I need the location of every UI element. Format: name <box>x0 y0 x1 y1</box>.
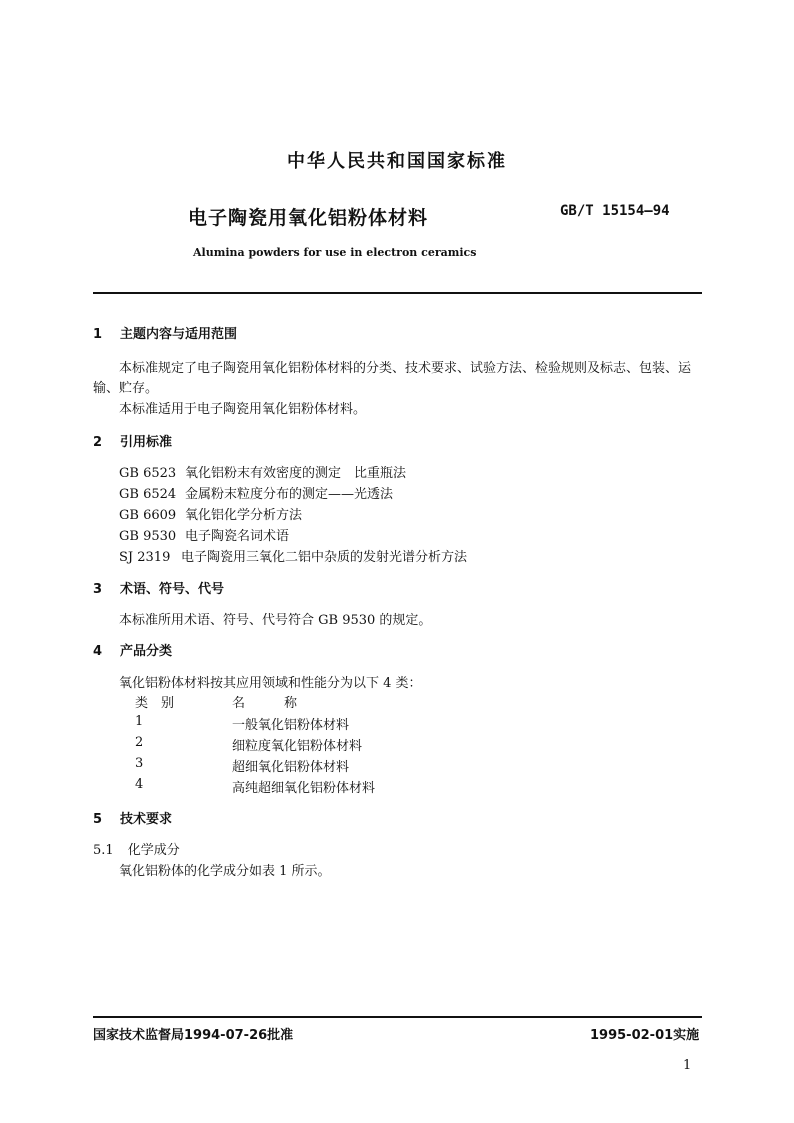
classification-row-category: 2 <box>135 735 144 750</box>
section-1-heading <box>93 323 237 342</box>
reference-name: 电子陶瓷名词术语 <box>185 529 290 544</box>
section-2-heading <box>93 431 172 450</box>
classification-header-category: 类 别 <box>135 696 175 711</box>
reference-item <box>119 546 467 565</box>
section-5-number: 5 <box>93 812 103 827</box>
classification-row-name: 一般氧化铝粉体材料 <box>232 718 350 733</box>
reference-code: GB 6609 <box>119 508 177 523</box>
section-5-1-title: 化学成分 <box>127 843 180 858</box>
section-5-1-paragraph: 氧化铝粉体的化学成分如表 1 所示。 <box>119 864 331 879</box>
classification-header-name: 名 称 <box>232 696 298 711</box>
section-4-intro: 氧化铝粉体材料按其应用领域和性能分为以下 4 类： <box>119 676 422 691</box>
reference-item <box>119 504 302 523</box>
reference-code: SJ 2319 <box>119 550 171 565</box>
section-5-heading <box>93 808 172 827</box>
reference-item <box>119 462 406 481</box>
classification-row-category: 4 <box>135 777 144 792</box>
section-2-number: 2 <box>93 435 103 450</box>
classification-row-category: 1 <box>135 714 144 729</box>
page-number: 1 <box>683 1058 692 1073</box>
reference-code: GB 9530 <box>119 529 177 544</box>
reference-item <box>119 525 289 544</box>
approval-date: 国家技术监督局1994-07-26批准 <box>93 1028 294 1043</box>
reference-name: 电子陶瓷用三氧化二铝中杂质的发射光谱分析方法 <box>181 550 468 565</box>
reference-name: 氧化铝化学分析方法 <box>185 508 303 523</box>
english-title: Alumina powders for use in electron ceramics <box>193 246 477 259</box>
section-1-paragraph-1-line-1: 本标准规定了电子陶瓷用氧化铝粉体材料的分类、技术要求、试验方法、检验规则及标志、包装、运 <box>119 361 692 376</box>
reference-name: 氧化铝粉末有效密度的测定 比重瓶法 <box>185 466 407 481</box>
classification-row-category: 3 <box>135 756 144 771</box>
section-4-heading <box>93 640 172 659</box>
section-3-title: 术语、符号、代号 <box>120 582 225 597</box>
section-4-number: 4 <box>93 644 103 659</box>
reference-item <box>119 483 393 502</box>
classification-row-name: 细粒度氧化铝粉体材料 <box>232 739 363 754</box>
section-3-number: 3 <box>93 582 103 597</box>
section-2-title: 引用标准 <box>120 435 173 450</box>
reference-code: GB 6523 <box>119 466 177 481</box>
section-5-1-number: 5.1 <box>93 843 114 858</box>
section-5-title: 技术要求 <box>120 812 173 827</box>
footer-rule <box>93 1016 702 1018</box>
reference-name: 金属粉末粒度分布的测定——光透法 <box>185 487 394 502</box>
section-5-1-heading <box>93 839 180 858</box>
section-3-paragraph: 本标准所用术语、符号、代号符合 GB 9530 的规定。 <box>119 613 432 628</box>
section-1-title: 主题内容与适用范围 <box>120 327 238 342</box>
standard-title: 电子陶瓷用氧化铝粉体材料 <box>188 207 429 229</box>
section-1-number: 1 <box>93 327 103 342</box>
national-standard-title: 中华人民共和国国家标准 <box>287 151 507 172</box>
reference-code: GB 6524 <box>119 487 177 502</box>
standard-number: GB/T 15154—94 <box>560 203 670 219</box>
classification-row-name: 超细氧化铝粉体材料 <box>232 760 350 775</box>
header-rule <box>93 292 702 294</box>
section-1-paragraph-1-line-2: 输、贮存。 <box>93 381 159 396</box>
section-4-title: 产品分类 <box>120 644 173 659</box>
effective-date: 1995-02-01实施 <box>590 1028 700 1043</box>
section-1-paragraph-2: 本标准适用于电子陶瓷用氧化铝粉体材料。 <box>119 402 367 417</box>
section-3-heading <box>93 578 224 597</box>
classification-row-name: 高纯超细氧化铝粉体材料 <box>232 781 376 796</box>
